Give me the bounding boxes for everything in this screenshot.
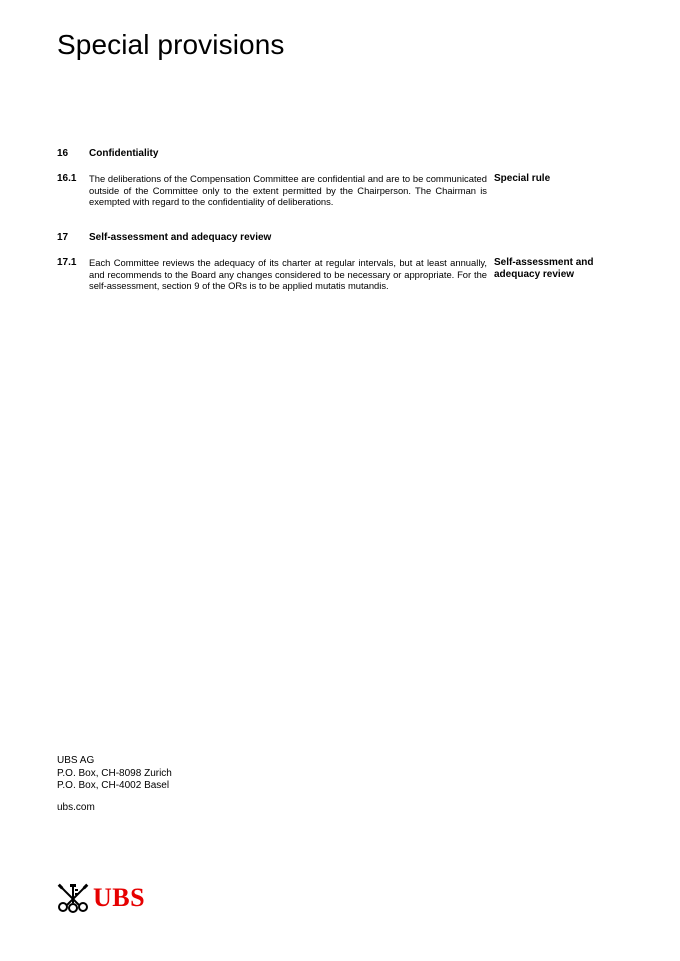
margin-note-special-rule: Special rule	[494, 173, 551, 184]
section-number: 16	[57, 148, 69, 159]
ubs-logo-text: UBS	[93, 883, 146, 912]
clause-17-1	[57, 257, 487, 292]
clause-16-1	[57, 173, 487, 208]
footer-address-line: P.O. Box, CH-8098 Zurich	[57, 767, 172, 779]
page-title: Special provisions	[57, 29, 285, 60]
clause-number: 17.1	[57, 257, 77, 268]
clause-text: The deliberations of the Compensation Committee are confidential and are to be communicated outside of the Committee only to the extent permitted by the Chairperson. The Chairman is exempted with regard to the confidentiality of deliberations.	[89, 173, 487, 208]
margin-note-self-assessment: Self-assessment and adequacy review	[494, 257, 594, 280]
clause-text: Each Committee reviews the adequacy of its charter at regular intervals, but at least annually, and recommends to the Board any changes considered to be necessary or appropriate. For the self-assessment, section 9 of the ORs is to be applied mutatis mutandis.	[89, 257, 487, 292]
section-number: 17	[57, 232, 69, 243]
section-heading-16	[57, 148, 158, 160]
footer-address-line: P.O. Box, CH-4002 Basel	[57, 780, 170, 791]
footer-company: UBS AG	[57, 755, 95, 766]
footer-website: ubs.com	[57, 802, 95, 813]
footer-address	[57, 755, 172, 793]
ubs-keys-icon	[56, 883, 90, 913]
clause-number: 16.1	[57, 173, 77, 184]
section-heading-17	[57, 232, 271, 244]
ubs-logo	[56, 883, 145, 913]
section-title: Self-assessment and adequacy review	[89, 232, 272, 243]
section-title: Confidentiality	[89, 148, 159, 159]
